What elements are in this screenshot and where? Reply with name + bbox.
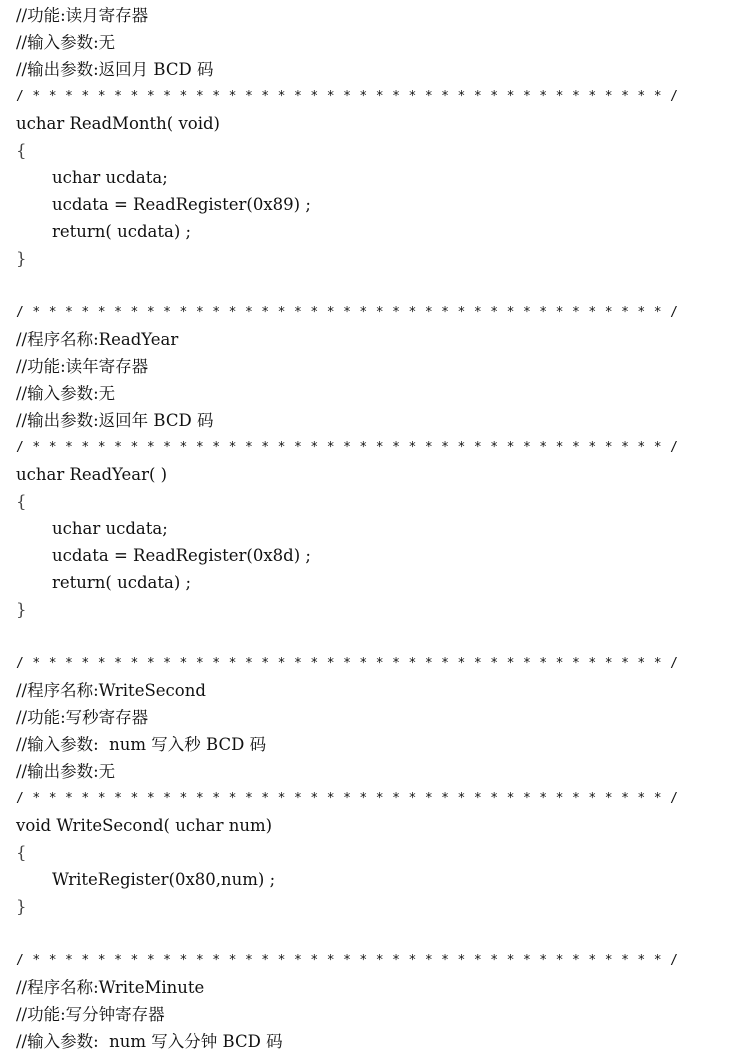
comment-line: //功能:写分钟寄存器	[16, 1005, 165, 1024]
code-line: return( ucdata) ;	[52, 222, 192, 241]
close-brace: }	[16, 249, 27, 268]
comment-line: //输出参数:返回月 BCD 码	[16, 60, 214, 79]
open-brace: {	[16, 492, 27, 511]
close-brace: }	[16, 600, 27, 619]
comment-line: //功能:读月寄存器	[16, 6, 149, 25]
comment-line: //程序名称:WriteMinute	[16, 978, 205, 997]
separator-line: / * * * * * * * * * * * * * * * * * * * * * * * * * * * * * * * * * * * * * * * /	[16, 89, 679, 104]
comment-line: //输出参数:返回年 BCD 码	[16, 411, 214, 430]
comment-line: //程序名称:WriteSecond	[16, 681, 206, 700]
code-line: return( ucdata) ;	[52, 573, 192, 592]
code-line: uchar ucdata;	[52, 168, 168, 187]
comment-line: //输入参数:无	[16, 384, 116, 403]
comment-line: //输出参数:无	[16, 762, 116, 781]
comment-line: //功能:读年寄存器	[16, 357, 149, 376]
comment-line: //输入参数: num 写入分钟 BCD 码	[16, 1032, 283, 1051]
function-signature: uchar ReadMonth( void)	[16, 114, 220, 133]
separator-line: / * * * * * * * * * * * * * * * * * * * * * * * * * * * * * * * * * * * * * * * /	[16, 656, 679, 671]
code-line: uchar ucdata;	[52, 519, 168, 538]
code-line: ucdata = ReadRegister(0x89) ;	[52, 195, 311, 214]
open-brace: {	[16, 141, 27, 160]
comment-line: //程序名称:ReadYear	[16, 330, 179, 349]
code-line: ucdata = ReadRegister(0x8d) ;	[52, 546, 311, 565]
separator-line: / * * * * * * * * * * * * * * * * * * * * * * * * * * * * * * * * * * * * * * * /	[16, 953, 679, 968]
close-brace: }	[16, 897, 27, 916]
comment-line: //输入参数: num 写入秒 BCD 码	[16, 735, 267, 754]
function-signature: uchar ReadYear( )	[16, 465, 168, 484]
comment-line: //输入参数:无	[16, 33, 116, 52]
code-line: WriteRegister(0x80,num) ;	[52, 870, 276, 889]
comment-line: //功能:写秒寄存器	[16, 708, 149, 727]
separator-line: / * * * * * * * * * * * * * * * * * * * * * * * * * * * * * * * * * * * * * * * /	[16, 440, 679, 455]
function-signature: void WriteSecond( uchar num)	[16, 816, 273, 835]
separator-line: / * * * * * * * * * * * * * * * * * * * * * * * * * * * * * * * * * * * * * * * /	[16, 791, 679, 806]
separator-line: / * * * * * * * * * * * * * * * * * * * * * * * * * * * * * * * * * * * * * * * /	[16, 305, 679, 320]
open-brace: {	[16, 843, 27, 862]
